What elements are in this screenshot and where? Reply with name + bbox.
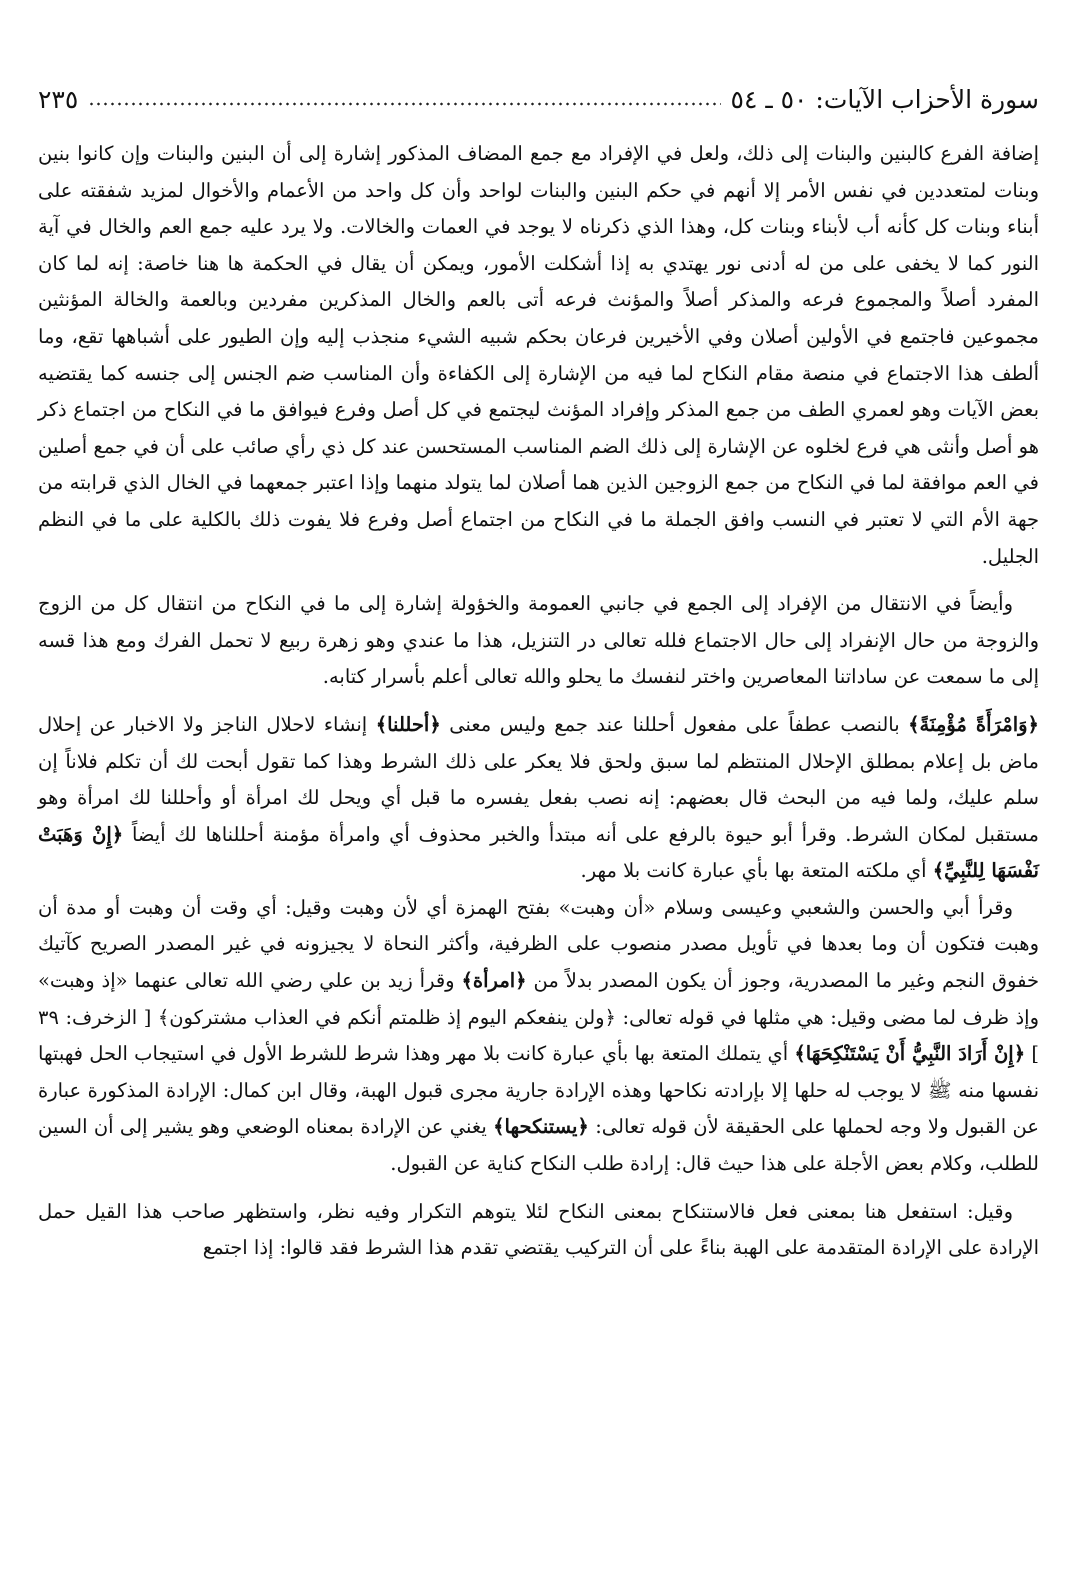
text-run: إنشاء لاحلال الناجز ولا الاخبار عن إحلال ماض بل إعلام بمطلق الإحلال المنتظم لما سبق ولحق فلا يعكر على ذلك الشرط وهذا كما تقول أبحت لك أن تكلم فلاناً إن سلم عليك، ولما فيه من البحث قال بعضهم: إنه نصب بفعل يفسره ما قبل أي ويحل لك امرأة أو وأحللنا لك امرأة وهو مستقبل لمكان الشرط. وقرأ أبو حيوة بالرفع على أنه مبتدأ والخبر محذوف أي وامرأة مؤمنة أحللناها لك أيضاً xyxy=(38,712,1039,846)
quran-quote: ﴿يستنكحها﴾ xyxy=(493,1115,589,1139)
quran-quote: ﴿أحللنا﴾ xyxy=(375,712,441,736)
text-run: وقرأ أبي والحسن والشعبي وعيسى وسلام «أن وهبت» بفتح الهمزة أي لأن وهبت وقيل: أي وقت أن وهبت أو مدة أن وهبت فتكون أن وما بعدها في تأويل مصدر منصوب على الظرفية، وأكثر النحاة لا يجيزونه في غير المصدر الصريح كآتيك خفوق النجم وغير ما المصدرية، وجوز أن يكون المصدر بدلاً من xyxy=(38,895,1040,993)
quran-quote: ﴿امرأة﴾ xyxy=(461,969,527,993)
paragraph-4 xyxy=(38,890,1039,1183)
running-header xyxy=(38,82,1039,116)
paragraph-3 xyxy=(38,707,1039,890)
quran-quote: ﴿إِنْ أَرَادَ النَّبِيُّ أَنْ يَسْتَنْكِحَهَا﴾ xyxy=(794,1042,1026,1066)
quran-quote: ﴿وَامْرَأَةً مُؤْمِنَةً﴾ xyxy=(908,712,1039,736)
text-run: أي ملكته المتعة بها بأي عبارة كانت بلا مهر. xyxy=(580,859,933,883)
body-text xyxy=(38,136,1039,1267)
text-run: أي يتملك المتعة بها بأي عبارة كانت بلا مهر وهذا شرط للشرط الأول في استيجاب الحل فهبتها نفسها منه ﷺ لا يوجب له حلها إلا بإرادته نكاحها وهذه الإرادة جارية مجرى قبول الهبة، وقال ابن كمال: الإرادة المذكورة عبارة عن القبول ولا وجه لحملها على الحقيقة لأن قوله تعالى: xyxy=(38,1042,1039,1139)
quran-quote: ﴿إِنْ وَهَبَتْ نَفْسَهَا لِلنَّبِيِّ﴾ xyxy=(38,822,1039,883)
text-run: [ الزخرف: ٣٩ ] xyxy=(38,1005,1039,1066)
paragraph-5 xyxy=(38,1194,1039,1267)
text-run: يغني عن الإرادة بمعناه الوضعي وهو يشير إلى أن السين للطلب، وكلام بعض الأجلة على هذا حيث قال: إرادة طلب النكاح كناية عن القبول. xyxy=(38,1115,1039,1176)
text-run: وقيل: استفعل هنا بمعنى فعل فالاستنكاح بمعنى النكاح لئلا يتوهم التكرار وفيه نظر، واستظهر صاحب هذا القيل حمل الإرادة على الإرادة المتقدمة على الهبة بناءً على أن التركيب يقتضي تقدم هذا الشرط فقد قالوا: إذا اجتمع xyxy=(38,1199,1039,1260)
text-run: بالنصب عطفاً على مفعول أحللنا عند جمع وليس معنى xyxy=(440,712,909,736)
paragraph-1 xyxy=(38,136,1039,575)
text-run: وقرأ زيد بن علي رضي الله تعالى عنهما «إذ وهبت» وإذ ظرف لما مضى وقيل: هي مثلها في قوله تعالى: xyxy=(38,969,1039,1029)
paragraph-2 xyxy=(38,586,1039,696)
header-title: سورة الأحزاب الآيات: ٥٠ ـ ٥٤ xyxy=(730,84,1039,114)
text-run: إضافة الفرع كالبنين والبنات إلى ذلك، ولعل في الإفراد مع جمع المضاف المذكور إشارة إلى أن البنين والبنات وإن كانوا بنين وبنات لمتعددين في نفس الأمر إلا أنهم في حكم البنين والبنات لواحد وأن كل واحد من الأعمام والأخوال لمزيد شفقته على أبناء وبنات كل كأنه أب لأبناء وبنات كل، وهذا الذي ذكرناه لا يوجد في العمات والخالات. ولا يرد عليه جمع العم والخال في آية النور كما لا يخفى على من له أدنى نور يهتدي به إذا أشكلت الأمور، ويمكن أن يقال في الحكمة ها هنا خاصة: إنه لما كان المفرد أصلاً والمجموع فرعه والمذكر أصلاً والمؤنث فرعه أتى بالعم والخال المذكرين مفردين وبالعمة والخالة المؤنثين مجموعين فاجتمع في الأولين أصلان وفي الأخيرين فرعان بحكم شبيه الشيء منجذب إليه وإن الطيور على أشباهها تقع، وما ألطف هذا الاجتماع في منصة مقام النكاح لما فيه من الإشارة إلى الكفاءة وأن المناسب ضم الجنس إلى جنسه كما يقتضيه بعض الآيات وهو لعمري الطف من جمع المذكر وإفراد المؤنث ليجتمع في كل أصل وفرع فيوافق ما في النكاح من اجتماع ذكر هو أصل وأنثى هي فرع لخلوه عن الإشارة إلى ذلك الضم المناسب المستحسن عند كل ذي رأي صائب على أن في جمع أصلين في العم موافقة لما في النكاح من جمع الزوجين الذين هما أصلان لما يتولد منهما وإذا اعتبر جمعهما في الخال الذي قرابته من جهة الأم التي لا تعتبر في النسب وافق الجملة ما في النكاح من اجتماع أصل وفرع فلا يفوت ذلك بالكلية على ما في النظم الجليل. xyxy=(38,142,1039,568)
text-run: وأيضاً في الانتقال من الإفراد إلى الجمع في جانبي العمومة والخؤولة إشارة إلى ما في النكاح من انتقال كل من الزوج والزوجة من حال الإنفراد إلى حال الاجتماع فلله تعالى در التنزيل، هذا ما عندي وهو زهرة ربيع لا تحمل الفرك ومع هذا قسه إلى ما سمعت عن ساداتنا المعاصرين واختر لنفسك ما يحلو والله تعالى أعلم بأسرار كتابه. xyxy=(38,592,1039,689)
header-dot-leader xyxy=(88,101,720,107)
text-run: ﴿ولن ينفعكم اليوم إذ ظلمتم أنكم في العذاب مشتركون﴾ xyxy=(157,1005,616,1029)
page-number: ٢٣٥ xyxy=(38,84,79,114)
